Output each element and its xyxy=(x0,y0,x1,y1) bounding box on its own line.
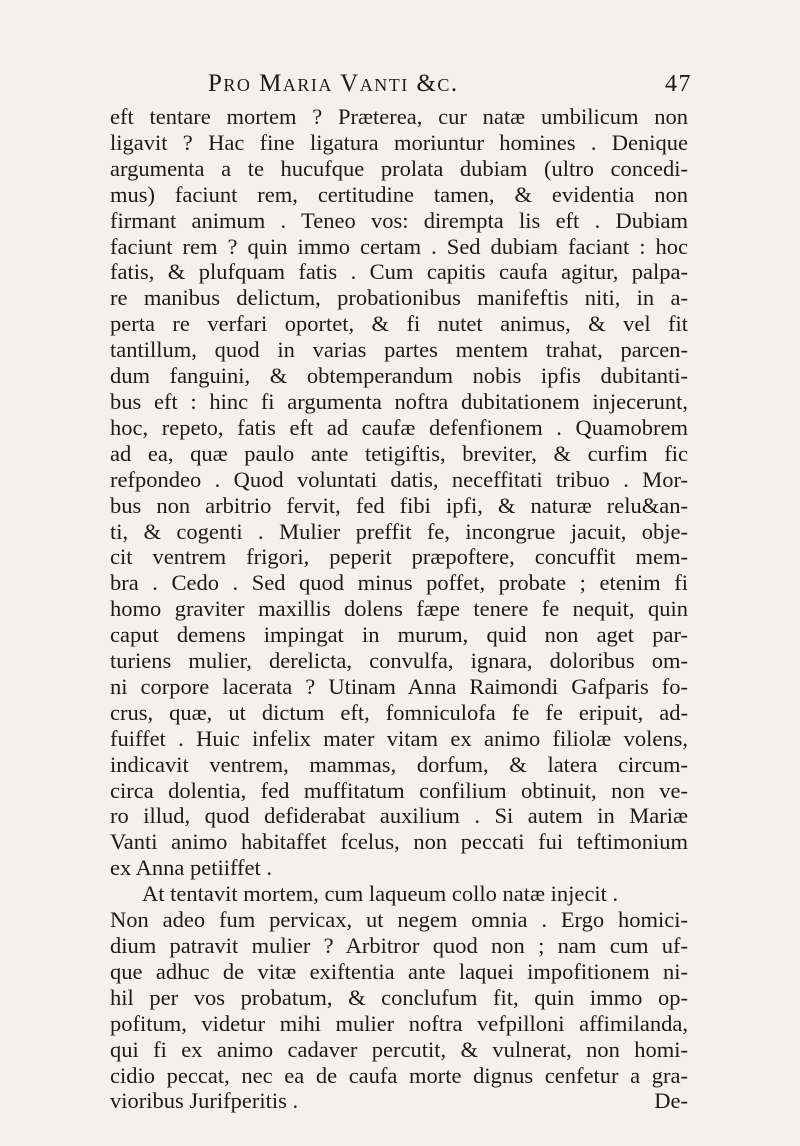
running-head xyxy=(110,70,692,102)
running-title: Pro Maria Vanti &c. xyxy=(208,70,459,97)
text-line: caput demens impingat in murum, quid non aget par- xyxy=(110,622,688,648)
text-line: bus non arbitrio fervit, fed fibi ipfi, & naturæ relu&an- xyxy=(110,492,688,518)
text-line: faciunt rem ? quin immo certam . Sed dubiam faciant : hoc xyxy=(110,233,688,259)
text-line: ex Anna petiiffet . xyxy=(110,855,273,881)
text-line: turiens mulier, derelicta, convulfa, ignara, doloribus om- xyxy=(110,648,688,674)
text-line: hil per vos probatum, & conclufum fit, quin immo op- xyxy=(110,984,688,1010)
body-text xyxy=(110,104,688,1114)
text-line: Vanti animo habitaffet fcelus, non peccati fui teftimonium xyxy=(110,829,688,855)
text-line: que adhuc de vitæ exiftentia ante laquei impofitionem ni- xyxy=(110,958,688,984)
text-line: tantillum, quod in varias partes mentem trahat, parcen- xyxy=(110,337,688,363)
text-line-content: vioribus Jurifperitis . xyxy=(110,1088,299,1114)
text-line: crus, quæ, ut dictum eft, fomniculofa fe fe eripuit, ad- xyxy=(110,699,688,725)
text-line: refpondeo . Quod voluntati datis, neceffitati tribuo . Mor- xyxy=(110,466,688,492)
text-line: fuiffet . Huic infelix mater vitam ex animo filiolæ volens, xyxy=(110,725,688,751)
text-line: dum fanguini, & obtemperandum nobis ipfis dubitanti- xyxy=(110,363,688,389)
text-line: qui fi ex animo cadaver percutit, & vulnerat, non homi- xyxy=(110,1036,688,1062)
text-line: bra . Cedo . Sed quod minus poffet, probate ; etenim fi xyxy=(110,570,688,596)
text-line: homo graviter maxillis dolens fæpe tenere fe nequit, quin xyxy=(110,596,688,622)
text-line: ti, & cogenti . Mulier preffit fe, incongrue jacuit, obje- xyxy=(110,518,688,544)
text-line: eft tentare mortem ? Præterea, cur natæ umbilicum non xyxy=(110,104,688,129)
text-line: perta re verfari oportet, & fi nutet animus, & vel fit xyxy=(110,311,688,337)
text-line: indicavit ventrem, mammas, dorfum, & latera circum- xyxy=(110,751,688,777)
text-line: Non adeo fum pervicax, ut negem omnia . Ergo homici- xyxy=(110,907,688,933)
text-line: cit ventrem frigori, peperit præpoftere, concuffit mem- xyxy=(110,544,688,570)
text-line: hoc, repeto, fatis eft ad caufæ defenfionem . Quamobrem xyxy=(110,414,688,440)
text-line: circa dolentia, fed muffitatum confilium obtinuit, non ve- xyxy=(110,777,688,803)
text-line: cidio peccat, nec ea de caufa morte dignus cenfetur a gra- xyxy=(110,1062,688,1088)
text-line: ligavit ? Hac fine ligatura moriuntur homines . Denique xyxy=(110,129,688,155)
catchword: De- xyxy=(654,1088,688,1114)
text-line: dium patravit mulier ? Arbitror quod non ; nam cum uf- xyxy=(110,933,688,958)
text-line: argumenta a te hucufque prolata dubiam (ultro concedi- xyxy=(110,155,688,181)
text-line: ni corpore lacerata ? Utinam Anna Raimondi Gafparis fo- xyxy=(110,673,688,699)
text-line: ad ea, quæ paulo ante tetigiftis, breviter, & curfim fic xyxy=(110,440,688,466)
text-line: re manibus delictum, probationibus manifeftis niti, in a- xyxy=(110,285,688,311)
text-line: mus) faciunt rem, certitudine tamen, & evidentia non xyxy=(110,181,688,207)
text-line xyxy=(110,1088,688,1114)
page-number: 47 xyxy=(665,71,692,97)
text-line: firmant animum . Teneo vos: dirempta lis eft . Dubiam xyxy=(110,207,688,233)
text-line: At tentavit mortem, cum laqueum collo natæ injecit . xyxy=(142,881,619,907)
text-line: bus eft : hinc fi argumenta noftra dubitationem injecerunt, xyxy=(110,388,688,414)
text-line: fatis, & plufquam fatis . Cum capitis caufa agitur, palpa- xyxy=(110,259,688,285)
text-line: pofitum, videtur mihi mulier noftra vefpilloni affimilanda, xyxy=(110,1010,688,1036)
text-line: ro illud, quod defiderabat auxilium . Si autem in Mariæ xyxy=(110,803,688,829)
